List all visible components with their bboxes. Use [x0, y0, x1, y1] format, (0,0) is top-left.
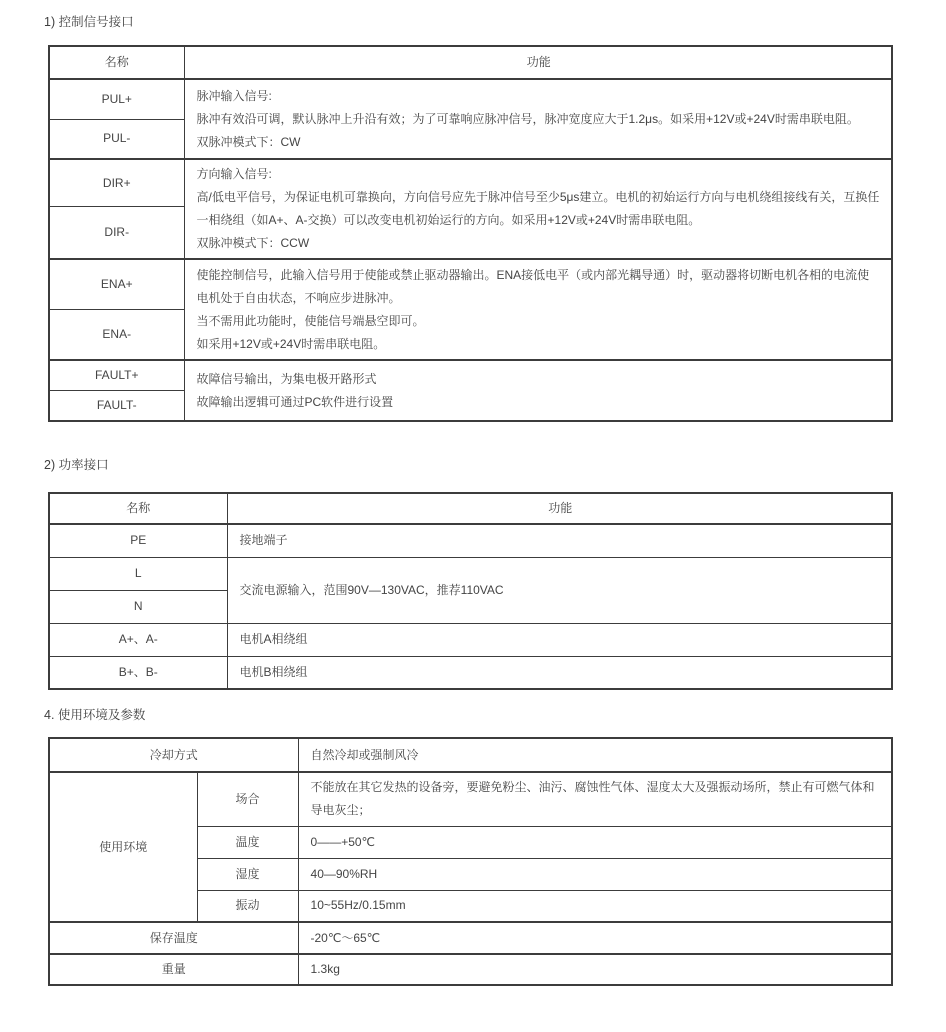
terminal-function-b-phase: 电机B相绕组	[227, 656, 892, 689]
control-header-name: 名称	[49, 46, 184, 79]
control-header-function: 功能	[184, 46, 892, 79]
terminal-function-ac-input: 交流电源输入，范围90V—130VAC，推荐110VAC	[227, 557, 892, 623]
power-section-heading: 2) 功率接口	[44, 458, 109, 472]
fault-line-2: 故障输出逻辑可通过PC软件进行设置	[196, 394, 394, 409]
signal-function-dir	[184, 159, 892, 259]
table-row	[49, 360, 892, 391]
table-row	[49, 954, 892, 985]
dir-line-3: 双脉冲模式下：CCW	[196, 236, 310, 250]
environment-table	[48, 737, 893, 986]
signal-name-ena-plus: ENA+	[49, 259, 184, 309]
signal-name-dir-minus: DIR-	[49, 207, 184, 259]
table-row	[49, 738, 892, 772]
env-humidity-value: 40—90%RH	[298, 858, 892, 890]
power-table-header-row	[49, 493, 892, 524]
power-table	[48, 492, 893, 690]
table-row	[49, 79, 892, 119]
terminal-name-l: L	[49, 557, 227, 590]
table-row	[49, 772, 892, 826]
pul-line-2: 脉冲有效沿可调，默认脉冲上升沿有效；为了可靠响应脉冲信号，脉冲宽度应大于1.2μs。如采用+12V或+24V时需串联电阻。	[196, 111, 859, 126]
env-temperature-value: 0——+50℃	[298, 826, 892, 858]
weight-label: 重量	[49, 954, 298, 985]
cooling-method-label: 冷却方式	[49, 738, 298, 772]
env-occasion-label: 场合	[197, 772, 298, 826]
env-temperature-label: 温度	[197, 826, 298, 858]
signal-function-pul	[184, 79, 892, 159]
terminal-name-a-phase: A+、A-	[49, 623, 227, 656]
signal-name-fault-plus: FAULT+	[49, 360, 184, 391]
cooling-method-value: 自然冷却或强制风冷	[298, 738, 892, 772]
terminal-name-n: N	[49, 590, 227, 623]
ena-line-3: 如采用+12V或+24V时需串联电阻。	[196, 336, 386, 351]
terminal-name-b-phase: B+、B-	[49, 656, 227, 689]
dir-line-1: 方向输入信号:	[196, 167, 272, 181]
table-row	[49, 524, 892, 557]
power-header-name: 名称	[49, 493, 227, 524]
pul-line-3: 双脉冲模式下：CW	[196, 134, 301, 149]
ena-line-2: 当不需用此功能时，使能信号端悬空即可。	[196, 313, 425, 328]
signal-function-fault	[184, 360, 892, 421]
table-row	[49, 159, 892, 207]
table-row	[49, 557, 892, 590]
signal-name-fault-minus: FAULT-	[49, 391, 184, 422]
signal-name-dir-plus: DIR+	[49, 159, 184, 207]
weight-value: 1.3kg	[298, 954, 892, 985]
pul-line-1: 脉冲输入信号:	[196, 88, 272, 103]
terminal-name-pe: PE	[49, 524, 227, 557]
env-humidity-label: 湿度	[197, 858, 298, 890]
env-vibration-label: 振动	[197, 890, 298, 922]
control-signal-section-heading: 1) 控制信号接口	[44, 15, 134, 29]
env-occasion-value: 不能放在其它发热的设备旁，要避免粉尘、油污、腐蚀性气体、湿度太大及强振动场所，禁止有可燃气体和导电灰尘；	[298, 772, 892, 826]
env-vibration-value: 10~55Hz/0.15mm	[298, 890, 892, 922]
power-header-function: 功能	[227, 493, 892, 524]
table-row	[49, 922, 892, 954]
fault-line-1: 故障信号输出，为集电极开路形式	[196, 371, 377, 386]
signal-name-ena-minus: ENA-	[49, 309, 184, 360]
control-table-header-row	[49, 46, 892, 79]
ena-line-1: 使能控制信号，此输入信号用于使能或禁止驱动器输出。ENA接低电平（或内部光耦导通）时，驱动器将切断电机各相的电流使电机处于自由状态，不响应步进脉冲。	[196, 267, 870, 305]
signal-name-pul-minus: PUL-	[49, 119, 184, 159]
dir-line-2: 高/低电平信号，为保证电机可靠换向，方向信号应先于脉冲信号至少5μs建立。电机的初始运行方向与电机绕组接线有关，互换任一相绕组（如A+、A-交换）可以改变电机初始运行的方向。如采用+12V或+24V时需串联电阻。	[196, 190, 880, 227]
control-signal-table	[48, 45, 893, 422]
table-row	[49, 623, 892, 656]
environment-group-label: 使用环境	[49, 772, 197, 922]
signal-function-ena	[184, 259, 892, 360]
table-row	[49, 259, 892, 309]
terminal-function-pe: 接地端子	[227, 524, 892, 557]
signal-name-pul-plus: PUL+	[49, 79, 184, 119]
table-row	[49, 656, 892, 689]
environment-section-heading: 4. 使用环境及参数	[44, 708, 146, 722]
terminal-function-a-phase: 电机A相绕组	[227, 623, 892, 656]
storage-temp-label: 保存温度	[49, 922, 298, 954]
storage-temp-value: -20℃～65℃	[298, 922, 892, 954]
